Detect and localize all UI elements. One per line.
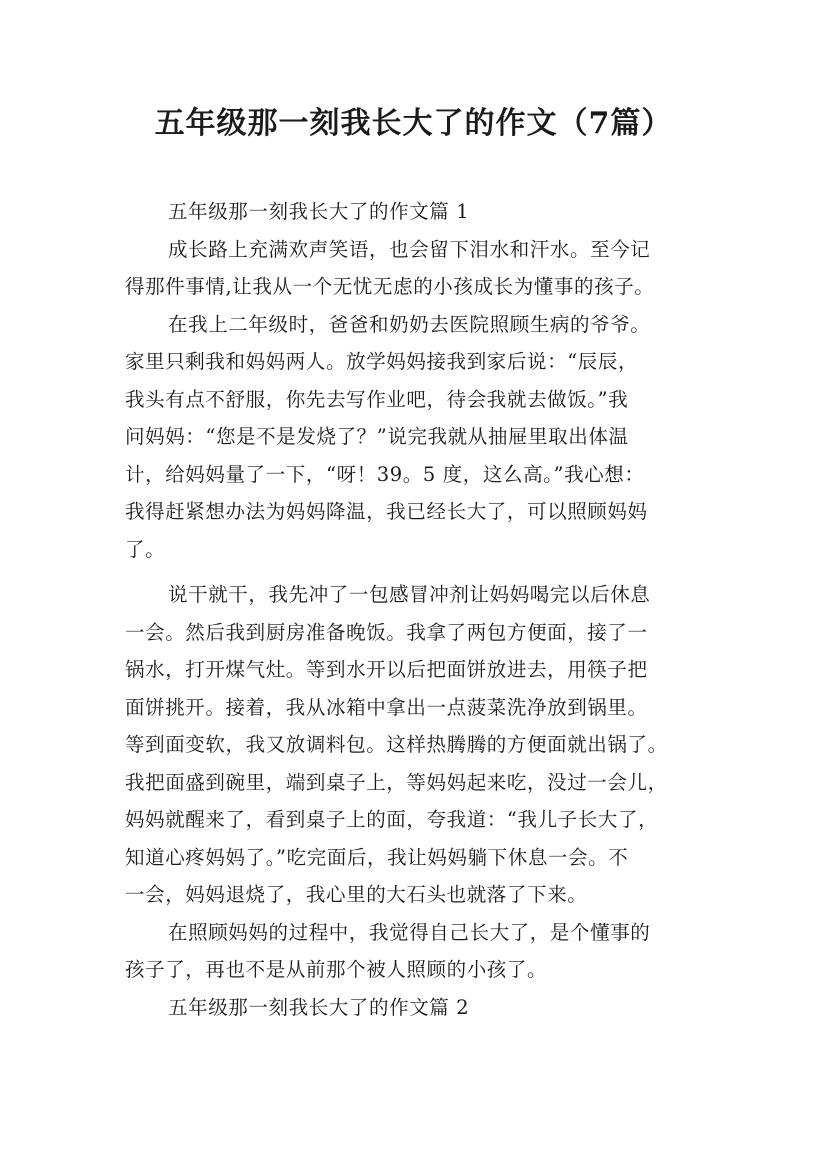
paragraph-line: 面饼挑开。接着，我从冰箱中拿出一点菠菜洗净放到锅里。 [125, 695, 648, 719]
document-body [125, 193, 717, 1026]
paragraph-line: 孩子了，再也不是从前那个被人照顾的小孩了。 [125, 958, 548, 981]
paragraph-first-line: 在照顾妈妈的过程中，我觉得自己长大了，是个懂事的 [168, 920, 651, 944]
paragraph-gap [125, 568, 717, 576]
paragraph-first-line: 在我上二年级时，爸爸和奶奶去医院照顾生病的爷爷。 [168, 312, 651, 336]
document-title: 五年级那一刻我长大了的作文（7篇） [154, 106, 673, 141]
paragraph-line: 得那件事情,让我从一个无忧无虑的小孩成长为懂事的孩子。 [125, 275, 655, 298]
paragraph-line: 我得赶紧想办法为妈妈降温，我已经长大了，可以照顾妈妈 [125, 500, 648, 523]
paragraph-line: 一会。然后我到厨房准备晚饭。我拿了两包方便面，接了一 [125, 620, 648, 644]
paragraph-line: 知道心疼妈妈了。”吃完面后，我让妈妈躺下休息一会。不 [125, 845, 629, 869]
paragraph-line: 了。 [125, 537, 166, 561]
paragraph-line: 一会，妈妈退烧了，我心里的大石头也就落了下来。 [125, 883, 588, 906]
paragraph-line: 我把面盛到碗里，端到桌子上，等妈妈起来吃，没过一会儿， [125, 770, 668, 794]
paragraph-line: 计，给妈妈量了一下，“呀！39。5 度，这么高。”我心想： [125, 462, 645, 486]
paragraph-first-line: 说干就干，我先冲了一包感冒冲剂让妈妈喝完以后休息 [168, 583, 651, 606]
paragraph-first-line: 成长路上充满欢声笑语，也会留下泪水和汗水。至今记 [168, 237, 651, 261]
paragraph-line: 锅水，打开煤气灶。等到水开以后把面饼放进去，用筷子把 [125, 658, 648, 681]
paragraph-line: 妈妈就醒来了，看到桌子上的面，夸我道：“我儿子长大了， [125, 808, 659, 831]
paragraph-line: 问妈妈：“您是不是发烧了？”说完我就从抽屉里取出体温 [125, 425, 629, 448]
paragraph-line: 我头有点不舒服，你先去写作业吧，待会我就去做饭。”我 [125, 387, 629, 411]
section-heading: 五年级那一刻我长大了的作文篇 1 [168, 200, 470, 223]
paragraph-line: 等到面变软，我又放调料包。这样热腾腾的方便面就出锅了。 [125, 733, 668, 756]
section-heading: 五年级那一刻我长大了的作文篇 2 [168, 995, 470, 1019]
paragraph-line: 家里只剩我和妈妈两人。放学妈妈接我到家后说：“辰辰， [125, 350, 639, 373]
